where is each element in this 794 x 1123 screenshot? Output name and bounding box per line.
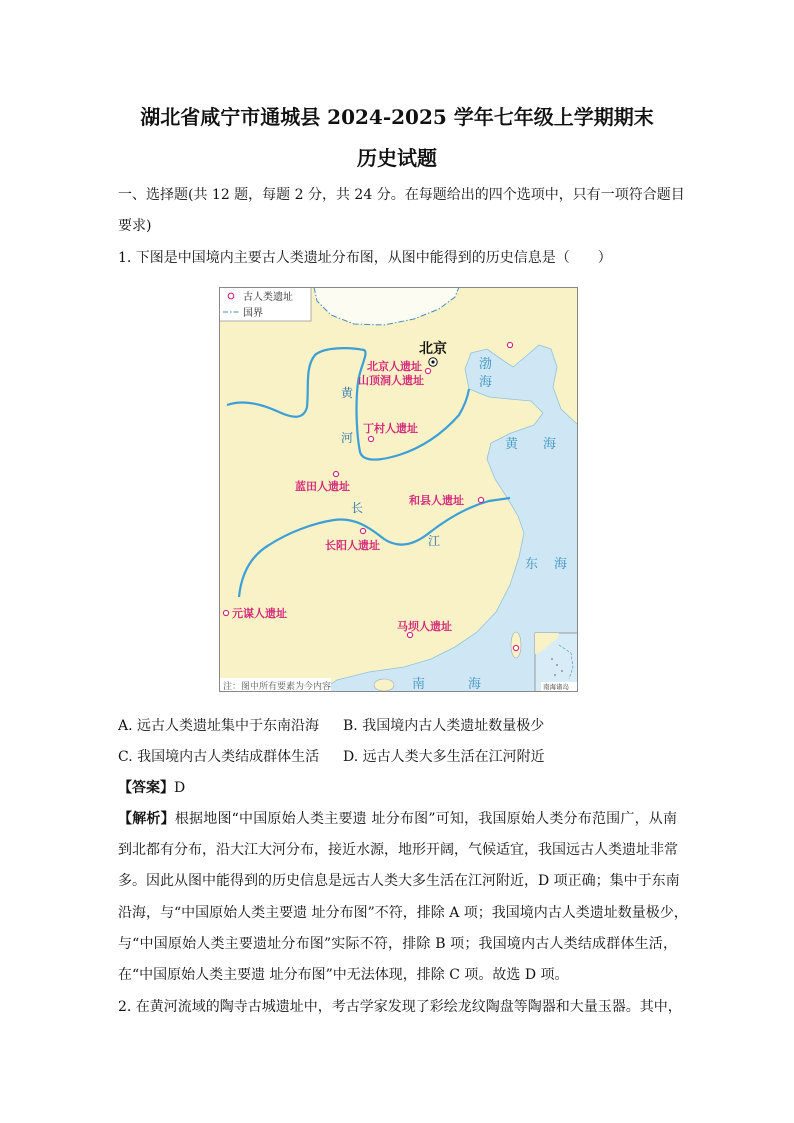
exam-title: 湖北省咸宁市通城县 2024-2025 学年七年级上学期期末: [140, 105, 654, 129]
inset-label: 南海诸岛: [543, 683, 569, 691]
site-label-changyang: 长阳人遗址: [325, 539, 380, 552]
yellow-sea-label-char-1: 黄: [505, 437, 519, 452]
site-label-peking-man: 北京人遗址: [367, 360, 422, 373]
legend-border-label: 国界: [243, 308, 263, 319]
capital-label: 北京: [419, 341, 447, 357]
yellow-sea-label-char-2: 海: [543, 437, 557, 452]
site-marker-hexian: [478, 497, 483, 502]
question-1-map-figure: [219, 287, 578, 692]
analysis-line-4: 沿海，与“中国原始人类主要遗 址分布图”不符，排除 A 项；我国境内古人类遗址数量极少，: [118, 905, 688, 921]
question-2-stem: 2. 在黄河流域的陶寺古城遗址中，考古学家发现了彩绘龙纹陶盘等陶器和大量玉器。其中，: [118, 999, 682, 1015]
bohai-label-char-2: 海: [479, 375, 493, 390]
analysis-line-1: [118, 808, 677, 830]
site-marker-maba: [407, 632, 412, 637]
site-label-hexian: 和县人遗址: [409, 494, 464, 507]
section-heading-cont: 要求): [118, 218, 152, 234]
site-label-maba: 马坝人遗址: [397, 620, 452, 633]
answer-label: 【答案】: [118, 780, 174, 796]
site-label-yuanmou: 元谋人遗址: [232, 607, 287, 620]
exam-subtitle: 历史试题: [357, 146, 437, 170]
yellow-river-label-char-1: 黄: [341, 386, 354, 400]
map-legend: [219, 287, 311, 321]
yellow-river-label-char-2: 河: [341, 431, 354, 445]
question-1-stem: 1. 下图是中国境内主要古人类遗址分布图，从图中能得到的历史信息是（ ）: [118, 250, 612, 266]
section-heading: 一、选择题(共 12 题，每题 2 分，共 24 分。在每题给出的四个选项中，只有一项符合题目: [118, 187, 685, 203]
map-note: [219, 678, 331, 692]
analysis-text: 根据地图“中国原始人类主要遗 址分布图”可知，我国原始人类分布范围广，从南: [174, 811, 678, 827]
site-marker-dingcun: [368, 436, 373, 441]
option-b: B. 我国境内古人类遗址数量极少: [343, 718, 545, 734]
capital-icon: [429, 358, 437, 366]
south-china-sea-inset: [535, 633, 578, 692]
yangtze-label-char-1: 长: [351, 501, 364, 515]
site-marker-taiwan: [513, 645, 518, 650]
site-marker-yuanmou: [223, 610, 228, 615]
south-sea-label-char-1: 南: [412, 677, 426, 692]
site-marker-liaodong: [507, 342, 512, 347]
yangtze-label-char-2: 江: [428, 534, 441, 548]
bohai-label-char-1: 渤: [479, 357, 493, 372]
option-d: D. 远古人类大多生活在江河附近: [343, 749, 545, 765]
east-sea-label-char-1: 东: [525, 557, 539, 572]
site-label-lantian: 蓝田人遗址: [295, 480, 350, 493]
option-a: A. 远古人类遗址集中于东南沿海: [118, 718, 320, 734]
analysis-line-2: 到北都有分布，沿大江大河分布，接近水源，地形开阔，气候适宜，我国远古人类遗址非常: [118, 842, 678, 858]
site-label-dingcun: 丁村人遗址: [363, 422, 418, 435]
analysis-line-6: 在“中国原始人类主要遗 址分布图”中无法体现，排除 C 项。故选 D 项。: [118, 967, 569, 983]
site-distribution-map: [219, 287, 578, 692]
map-note-text: 注：图中所有要素为今内容: [223, 682, 332, 692]
analysis-line-3: 多。因此从图中能得到的历史信息是远古人类大多生活在江河附近，D 项正确；集中于东南: [118, 873, 680, 889]
south-sea-label-char-2: 海: [468, 677, 482, 692]
site-marker-zhoukoudian: [425, 368, 430, 373]
legend-site-label: 古人类遗址: [243, 292, 293, 303]
answer-value: D: [174, 780, 186, 796]
east-sea-label-char-2: 海: [554, 557, 568, 572]
legend-site-icon: [228, 293, 234, 299]
analysis-line-5: 与“中国原始人类主要遗址分布图”实际不符，排除 B 项；我国境内古人类结成群体生活，: [118, 936, 677, 952]
site-label-upper-cave: 山顶洞人遗址: [358, 374, 424, 387]
site-marker-lantian: [333, 471, 338, 476]
answer-line: [118, 777, 185, 799]
analysis-label: 【解析】: [118, 811, 175, 827]
option-c: C. 我国境内古人类结成群体生活: [118, 749, 320, 765]
site-marker-changyang: [360, 528, 365, 533]
hainan-island: [374, 679, 394, 691]
